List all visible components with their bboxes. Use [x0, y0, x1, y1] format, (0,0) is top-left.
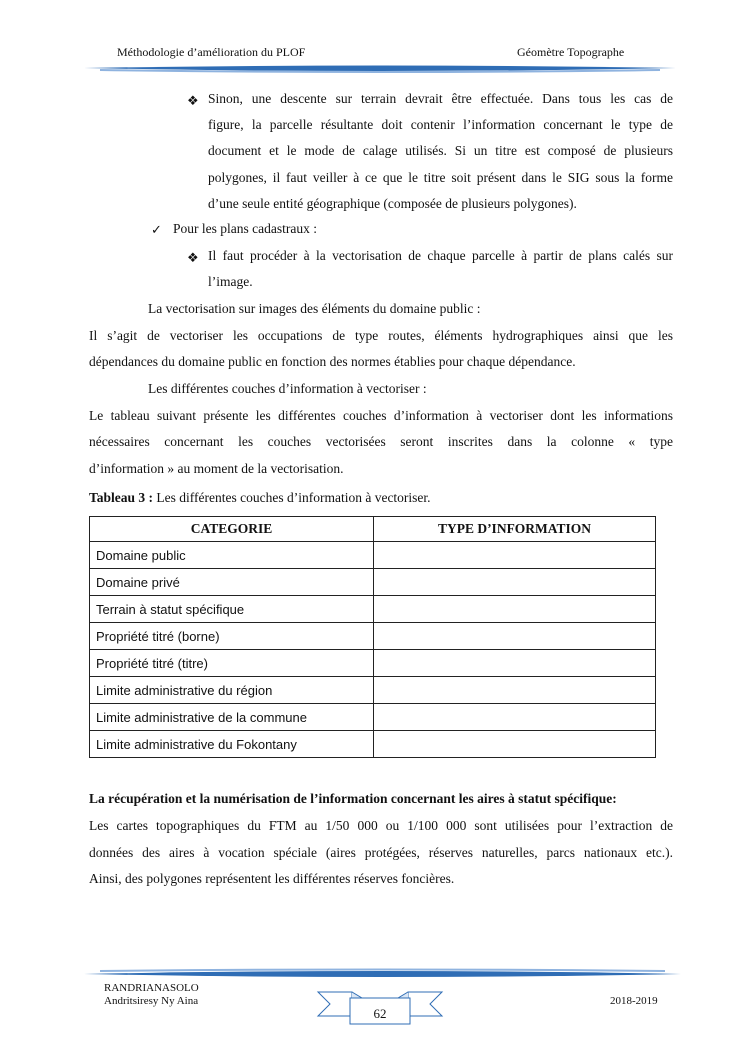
text-line: d’information » au moment de la vectorisation.	[89, 461, 344, 476]
caption-text: Les différentes couches d’information à vectoriser.	[153, 490, 431, 505]
section-title: La récupération et la numérisation de l’information concernant les aires à statut spécifique:	[89, 791, 617, 806]
subheading-public-domain: La vectorisation sur images des éléments du domaine public :	[148, 301, 481, 316]
table-cell: Domaine privé	[90, 569, 374, 596]
column-header: TYPE D’INFORMATION	[374, 517, 656, 542]
diamond-bullet-icon: ❖	[187, 250, 199, 265]
text-line: d’une seule entité géographique (composée de plusieurs polygones).	[208, 196, 577, 211]
page-number: 62	[373, 1006, 387, 1021]
header-rule	[80, 62, 680, 76]
text-line: figure, la parcelle résultante doit contenir l’information concernant le type de	[208, 117, 673, 132]
table-cell	[374, 542, 656, 569]
text-line: nécessaires concernant les couches vectorisées seront inscrites dans la colonne « type	[89, 434, 673, 449]
layers-table	[89, 516, 656, 758]
text-line: Sinon, une descente sur terrain devrait être effectuée. Dans tous les cas de	[208, 91, 673, 106]
text-line: Il faut procéder à la vectorisation de chaque parcelle à partir de plans calés sur	[208, 248, 673, 263]
table-cell: Propriété titré (titre)	[90, 650, 374, 677]
column-header: CATEGORIE	[90, 517, 374, 542]
diamond-bullet-icon: ❖	[187, 93, 199, 108]
footer-author-given-name: Andritsiresy Ny Aina	[104, 995, 199, 1007]
text-line: l’image.	[208, 274, 253, 289]
table-cell	[374, 677, 656, 704]
check-item-text: Pour les plans cadastraux :	[173, 221, 317, 236]
table-caption	[89, 485, 431, 512]
table-cell	[374, 704, 656, 731]
table-row	[90, 704, 656, 731]
table-row	[90, 650, 656, 677]
table-cell: Limite administrative du région	[90, 677, 374, 704]
table-cell	[374, 731, 656, 758]
text-line: Il s’agit de vectoriser les occupations de type routes, éléments hydrographiques ainsi que les	[89, 328, 673, 343]
footer-year: 2018-2019	[610, 995, 658, 1007]
table-cell: Limite administrative du Fokontany	[90, 731, 374, 758]
table-row	[90, 596, 656, 623]
footer-rule	[80, 967, 685, 981]
table-cell	[374, 650, 656, 677]
table-cell	[374, 596, 656, 623]
text-line: Ainsi, des polygones représentent les différentes réserves foncières.	[89, 871, 455, 886]
table-row	[90, 731, 656, 758]
checkmark-icon: ✓	[151, 222, 162, 237]
table-cell: Propriété titré (borne)	[90, 623, 374, 650]
table-header-row	[90, 517, 656, 542]
text-line: données des aires à vocation spéciale (aires protégées, réserves naturelles, parcs nationaux etc.).	[89, 845, 673, 860]
table-row	[90, 542, 656, 569]
table-cell: Limite administrative de la commune	[90, 704, 374, 731]
table-row	[90, 569, 656, 596]
text-line: Le tableau suivant présente les différentes couches d’information à vectoriser dont les informations	[89, 408, 673, 423]
table-cell	[374, 623, 656, 650]
text-line: polygones, il faut veiller à ce que le titre soit présent dans le SIG sous la forme	[208, 170, 673, 185]
caption-label: Tableau 3 :	[89, 490, 154, 505]
table-cell: Terrain à statut spécifique	[90, 596, 374, 623]
text-line: dépendances du domaine public en fonction des normes établies pour chaque dépendance.	[89, 354, 576, 369]
table-row	[90, 677, 656, 704]
table-row	[90, 623, 656, 650]
text-line: Les cartes topographiques du FTM au 1/50 000 ou 1/100 000 sont utilisées pour l’extraction de	[89, 818, 673, 833]
table-cell	[374, 569, 656, 596]
text-line: document et le mode de calage utilisés. Si un titre est composé de plusieurs	[208, 143, 673, 158]
header-right-title: Géomètre Topographe	[517, 45, 625, 59]
subheading-layers: Les différentes couches d’information à vectoriser :	[148, 381, 427, 396]
footer-author-name: RANDRIANASOLO	[104, 982, 199, 994]
header-left-title: Méthodologie d’amélioration du PLOF	[117, 45, 306, 59]
table-cell: Domaine public	[90, 542, 374, 569]
